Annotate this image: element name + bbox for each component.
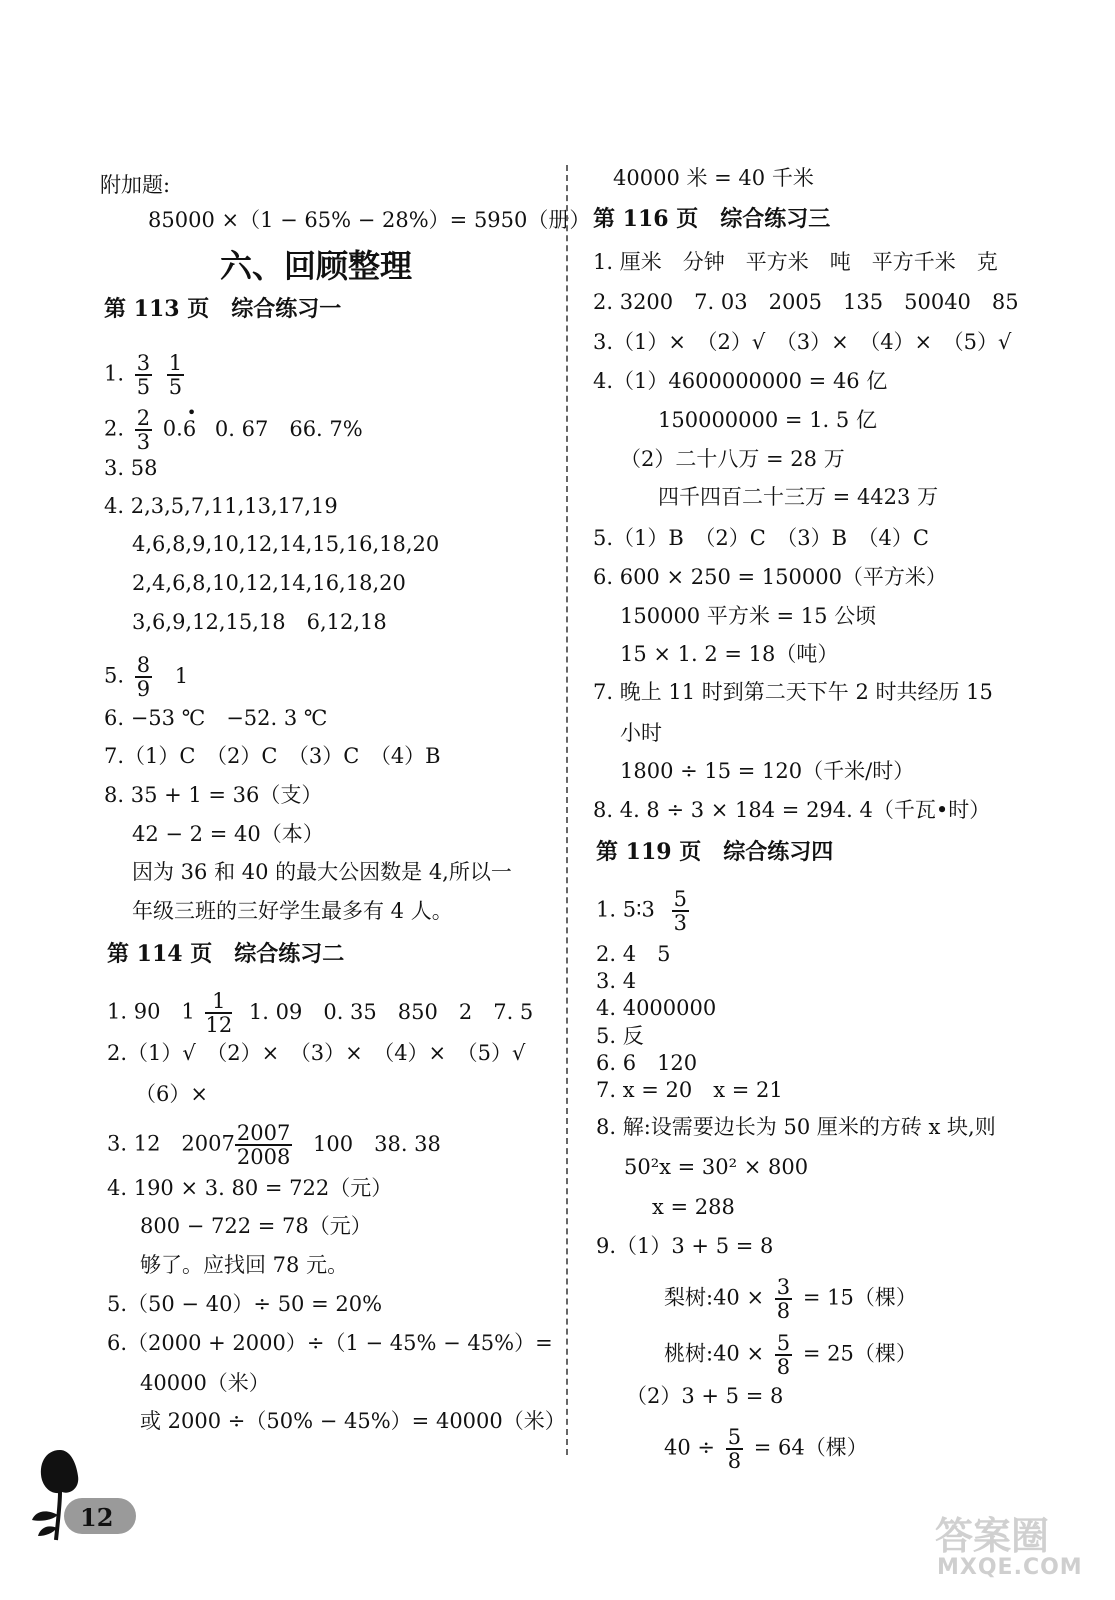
ex3-q7-line: 7. 晚上 11 时到第二天下午 2 时共经历 15 (593, 680, 993, 704)
ex1-q8-line: 8. 35 + 1 = 36（支） (104, 783, 323, 807)
ex2-q1: 1. 90 1 $\frac{1}{12}$ 1. 09 0. 35 850 2 7. 5 (107, 989, 534, 1038)
ex3-q1: 1. 厘米 分钟 平方米 吨 平方千米 克 (593, 250, 998, 274)
ex2-q6-line: 或 2000 ÷（50% − 45%）= 40000（米） (140, 1409, 566, 1433)
ex4-q7: 7. x = 20 x = 21 (596, 1078, 783, 1102)
fraction: $\frac{3}{8}$ (776, 1275, 791, 1324)
ex3-q7-line: 小时 (620, 721, 662, 745)
ex3-q5: 5.（1）B （2）C （3）B （4）C (593, 526, 929, 550)
ex1-q8-line: 因为 36 和 40 的最大公因数是 4,所以一 (132, 860, 512, 884)
ex3-q4-line: （2）二十八万 = 28 万 (620, 447, 845, 471)
fraction: $\frac{8}{9}$ (136, 653, 151, 702)
ex4-q8-line: x = 288 (652, 1195, 735, 1219)
column-divider (566, 165, 568, 1455)
page-number-badge (20, 1440, 140, 1550)
exercise-4-heading: 第 119 页 综合练习四 (596, 839, 834, 865)
section-title: 六、回顾整理 (220, 247, 413, 285)
repeating-digit: 6 • (182, 402, 197, 441)
ex2-q2-line: （6）× (135, 1082, 208, 1106)
watermark-text: 答案圈 (935, 1514, 1050, 1558)
ex1-q2: 2. $\frac{2}{3}$ 0.6 • 0. 67 66. 7% (104, 402, 363, 455)
ex3-q4-line: 4.（1）4600000000 = 46 亿 (593, 369, 888, 393)
ex3-q2: 2. 3200 7. 03 2005 135 50040 85 (593, 290, 1019, 314)
ex1-q3: 3. 58 (104, 456, 158, 480)
ex4-q9-last: 40 ÷ $\frac{5}{8}$ = 64（棵） (664, 1425, 868, 1474)
ex3-q7-line: 1800 ÷ 15 = 120（千米/时） (620, 759, 915, 783)
ex3-q6-line: 15 × 1. 2 = 18（吨） (620, 642, 839, 666)
ex3-q8: 8. 4. 8 ÷ 3 × 184 = 294. 4（千瓦•时） (593, 798, 991, 822)
bonus-equation: 85000 ×（1 − 65% − 28%）= 5950（册） (148, 208, 591, 232)
watermark-url: MXQE.COM (937, 1555, 1083, 1580)
ex1-q1 (104, 352, 188, 398)
ex1-q7: 7.（1）C （2）C （3）C （4）B (104, 744, 441, 768)
ex4-q5: 5. 反 (596, 1024, 644, 1048)
ex2-q6-line: 40000（米） (140, 1371, 270, 1395)
ex1-q8-line: 年级三班的三好学生最多有 4 人。 (132, 899, 453, 923)
carryover-line: 40000 米 = 40 千米 (613, 166, 814, 190)
ex3-q4-line: 四千四百二十三万 = 4423 万 (658, 485, 939, 509)
flower-icon (20, 1440, 140, 1550)
ex4-q9-line: （2）3 + 5 = 8 (626, 1384, 784, 1408)
fraction: $\frac{1}{12}$ (205, 989, 233, 1038)
ex2-q3: 3. 12 2007 $\frac{2007}{2008}$ 100 38. 38 (107, 1121, 441, 1170)
ex3-q4-line: 150000000 = 1. 5 亿 (658, 408, 877, 432)
ex4-q4: 4. 4000000 (596, 996, 717, 1020)
page-number: 12 (80, 1503, 114, 1532)
ex1-q4-line: 3,6,9,12,15,18 6,12,18 (132, 610, 387, 634)
ex4-q2: 2. 4 5 (596, 942, 671, 966)
ex1-q4-line: 2,4,6,8,10,12,14,16,18,20 (132, 571, 406, 595)
ex1-q4-line: 4. 2,3,5,7,11,13,17,19 (104, 494, 338, 518)
fraction: $\frac{5}{3}$ (673, 887, 687, 936)
ex2-q2-line: 2.（1）√ （2）× （3）× （4）× （5）√ (107, 1041, 526, 1065)
ex3-q3: 3.（1）× （2）√ （3）× （4）× （5）√ (593, 330, 1012, 354)
ex2-q4-line: 800 − 722 = 78（元） (140, 1214, 372, 1238)
q-number: 1. (104, 361, 125, 386)
ex2-q6-line: 6.（2000 + 2000）÷（1 − 45% − 45%）= (107, 1331, 553, 1355)
exercise-2-heading: 第 114 页 综合练习二 (107, 941, 345, 967)
ex4-q9-peach: 桃树:40 × $\frac{5}{8}$ = 25（棵） (664, 1331, 917, 1380)
ex4-q1: 1. 5∶3 $\frac{5}{3}$ (596, 887, 687, 936)
fraction: $\frac{2007}{2008}$ (236, 1121, 291, 1170)
ex4-q3: 3. 4 (596, 969, 637, 993)
ex1-q4-line: 4,6,8,9,10,12,14,15,16,18,20 (132, 532, 440, 556)
exercise-3-heading: 第 116 页 综合练习三 (593, 206, 831, 232)
fraction: $\frac{1}{5}$ (168, 351, 183, 400)
ex4-q8-line: 50²x = 30² × 800 (624, 1155, 809, 1179)
ex4-q6: 6. 6 120 (596, 1051, 698, 1075)
watermark-logo (935, 1505, 1100, 1585)
bonus-label: 附加题: (100, 173, 171, 197)
ex3-q6-line: 6. 600 × 250 = 150000（平方米） (593, 565, 947, 589)
ex4-q9-line: 9.（1）3 + 5 = 8 (596, 1234, 774, 1258)
ex1-q8-line: 42 − 2 = 40（本） (132, 822, 324, 846)
fraction: $\frac{3}{5}$ (136, 351, 151, 400)
ex1-q6: 6. −53 ℃ −52. 3 ℃ (104, 706, 328, 730)
exercise-1-heading: 第 113 页 综合练习一 (104, 296, 342, 322)
ex2-q4-line: 4. 190 × 3. 80 = 722（元） (107, 1176, 393, 1200)
ex4-q8-line: 8. 解:设需要边长为 50 厘米的方砖 x 块,则 (596, 1115, 996, 1139)
fraction: $\frac{5}{8}$ (776, 1331, 791, 1380)
fraction: $\frac{5}{8}$ (727, 1425, 742, 1474)
ex2-q4-line: 够了。应找回 78 元。 (140, 1253, 349, 1277)
ex3-q6-line: 150000 平方米 = 15 公顷 (620, 604, 877, 628)
ex4-q9-pear: 梨树:40 × $\frac{3}{8}$ = 15（棵） (664, 1275, 917, 1324)
fraction: $\frac{2}{3}$ (136, 406, 151, 455)
ex1-q5: 5. $\frac{8}{9}$ 1 (104, 653, 189, 702)
ex2-q5: 5.（50 − 40）÷ 50 = 20% (107, 1292, 383, 1316)
